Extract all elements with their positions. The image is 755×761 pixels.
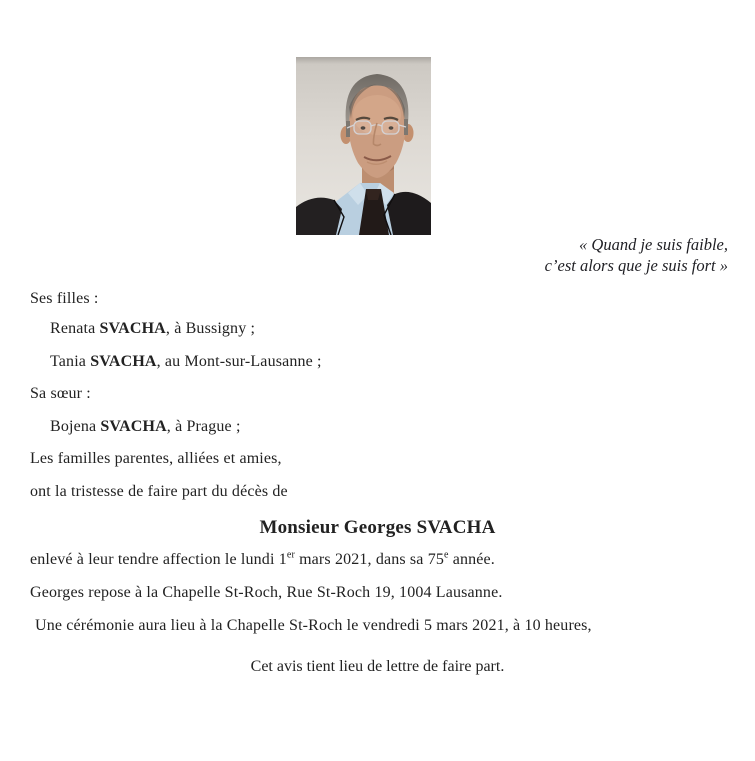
closing-line: Cet avis tient lieu de lettre de faire part.: [250, 658, 505, 675]
daughter-line-tania: [50, 353, 322, 371]
sister-location: , à Prague ;: [166, 418, 241, 435]
daughter-first-name: Tania: [50, 353, 91, 370]
families-line: Les familles parentes, alliées et amies,: [30, 450, 282, 467]
death-date-part3: année.: [448, 551, 495, 568]
deceased-name: Monsieur Georges SVACHA: [259, 517, 496, 538]
repose-line: Georges repose à la Chapelle St-Roch, Rue St-Roch 19, 1004 Lausanne.: [30, 584, 503, 601]
ceremony-line: Une cérémonie aura lieu à la Chapelle St-Roch le vendredi 5 mars 2021, à 10 heures,: [35, 617, 592, 634]
death-date-part2: mars 2021, dans sa 75: [294, 551, 444, 568]
daughters-label: Ses filles :: [30, 290, 99, 307]
sister-first-name: Bojena: [50, 418, 101, 435]
ordinal-superscript: e: [444, 549, 449, 561]
portrait-photo: [296, 57, 431, 235]
daughter-surname: SVACHA: [99, 320, 166, 337]
portrait-illustration: [296, 57, 431, 235]
death-date-part1: enlevé à leur tendre affection le lundi 1: [30, 551, 287, 568]
daughter-location: , au Mont-sur-Lausanne ;: [156, 353, 322, 370]
death-date-line: [30, 551, 495, 569]
daughter-surname: SVACHA: [90, 353, 157, 370]
sister-label: Sa sœur :: [30, 385, 91, 402]
sister-line-bojena: [50, 418, 241, 436]
quote-line-1: « Quand je suis faible,: [579, 235, 728, 254]
sorrow-line: ont la tristesse de faire part du décès de: [30, 483, 288, 500]
quote-line-2: c’est alors que je suis fort »: [544, 256, 728, 275]
daughter-first-name: Renata: [50, 320, 100, 337]
memorial-quote: [545, 234, 728, 276]
ordinal-superscript: er: [286, 549, 295, 561]
daughter-line-renata: [50, 320, 255, 338]
sister-surname: SVACHA: [100, 418, 167, 435]
daughter-location: , à Bussigny ;: [165, 320, 256, 337]
